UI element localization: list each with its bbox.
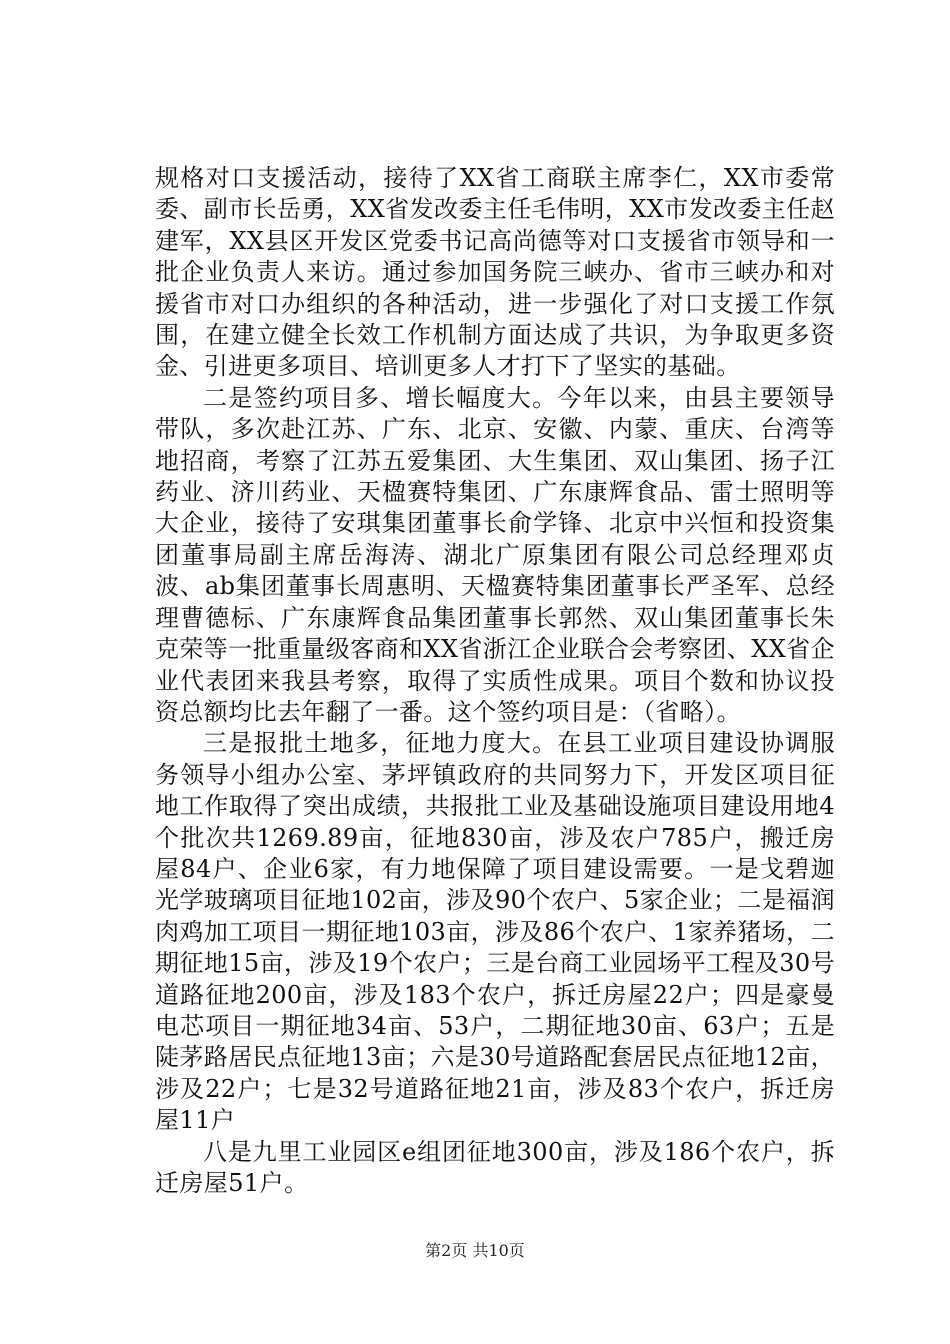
page-number-footer: 第2页 共10页 [425,1241,525,1260]
paragraph-continuation: 规格对口支援活动，接待了XX省工商联主席李仁，XX市委常委、副市长岳勇，XX省发改委主任毛伟明，XX市发改委主任赵建军，XX县区开发区党委书记高尚德等对口支援省市领导和一批企业负责人来访。通过参加国务院三峡办、省市三峡办和对援省市对口办组织的各种活动，进一步强化了对口支援工作氛围，在建立健全长效工作机制方面达成了共识，为争取更多资金、引进更多项目、培训更多人才打下了坚实的基础。 [155,164,835,381]
document-body [155,163,835,1199]
paragraph-land-acquisition: 三是报批土地多，征地力度大。在县工业项目建设协调服务领导小组办公室、茅坪镇政府的共同努力下，开发区项目征地工作取得了突出成绩，共报批工业及基础设施项目建设用地4个批次共1269.89亩，征地830亩，涉及农户785户，搬迁房屋84户、企业6家，有力地保障了项目建设需要。一是戈碧迦光学玻璃项目征地102亩，涉及90个农户、5家企业；二是福润肉鸡加工项目一期征地103亩，涉及86个农户、1家养猪场，二期征地15亩，涉及19个农户；三是台商工业园场平工程及30号道路征地200亩，涉及183个农户，拆迁房屋22户；四是豪曼电芯项目一期征地34亩、53户，二期征地30亩、63户；五是陡茅路居民点征地13亩；六是30号道路配套居民点征地12亩，涉及22户；七是32号道路征地21亩，涉及83个农户，拆迁房屋11户 [155,729,835,1135]
paragraph-signed-projects: 二是签约项目多、增长幅度大。今年以来，由县主要领导带队，多次赴江苏、广东、北京、安徽、内蒙、重庆、台湾等地招商，考察了江苏五爱集团、大生集团、双山集团、扬子江药业、济川药业、天楹赛特集团、广东康辉食品、雷士照明等大企业，接待了安琪集团董事长俞学锋、北京中兴恒和投资集团董事局副主席岳海涛、湖北广原集团有限公司总经理邓贞波、ab集团董事长周惠明、天楹赛特集团董事长严圣军、总经理曹德标、广东康辉食品集团董事长郭然、双山集团董事长朱克荣等一批重量级客商和XX省浙江企业联合会考察团、XX省企业代表团来我县考察，取得了实质性成果。项目个数和协议投资总额均比去年翻了一番。这个签约项目是：（省略）。 [155,383,835,726]
paragraph-jiuli-industrial-park: 八是九里工业园区e组团征地300亩，涉及186个农户，拆迁房屋51户。 [155,1137,835,1197]
